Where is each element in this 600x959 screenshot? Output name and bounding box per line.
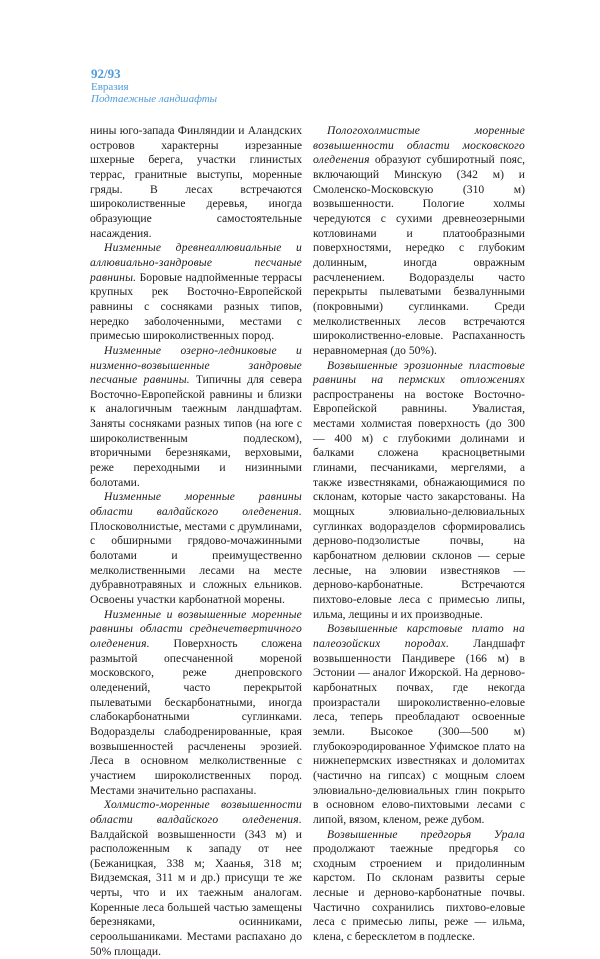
paragraph-lead: Холмисто-моренные возвышенности области валдайского оледенения. bbox=[90, 798, 302, 826]
paragraph bbox=[313, 359, 525, 623]
paragraph bbox=[90, 608, 302, 799]
paragraph bbox=[90, 798, 302, 959]
paragraph-lead: Возвышенные эрозионные пластовые равнины на пермских отложениях bbox=[313, 358, 525, 387]
running-header bbox=[91, 68, 217, 106]
left-text-column bbox=[90, 124, 302, 959]
paragraph-lead: Низменные и возвышенные моренные равнины области среднечетвертичного оледенения. bbox=[90, 607, 302, 650]
paragraph-lead: Низменные озерно-ледниковые и низменно-возвышенные зандровые песчаные равнины. bbox=[90, 343, 302, 387]
paragraph-lead: Возвышенные карстовые плато на палеозойских породах. bbox=[313, 622, 525, 650]
paragraph-text: Типичны для севера Восточно-Европейской равнины и близки к аналогичным таежным ландшафтам. Заняты сосняками разных типов (на юге с широколиственным подлеском), вторичными березняками, верховыми, реже переходными и низинными болотами. bbox=[90, 373, 302, 489]
paragraph bbox=[90, 490, 302, 607]
section-title: Евразия bbox=[91, 80, 129, 93]
paragraph-text: продолжают таежные предгорья со сходным строением и придолинным карстом. По склонам развиты серые лесные и дерново-карбонатные почвы. Частично сохранились пихтово-еловые леса с примесью липы, реже — ильма, клена, с бересклетом в подлеске. bbox=[313, 842, 525, 944]
paragraph-text: Ландшафт возвышенности Пандивере (166 м) в Эстонии — аналог Ижорской. На дерново-карбонатных почвах, где некогда произрастали широколиственно-еловые леса, теперь преобладают освоенные земли. Высокое (300—500 м) глубокоэродированное Уфимское плато на нижнепермских известняках и доломитах (частично на гипсах) с мощным слоем элювиально-делювиальных глин покрыто в основном елово-пихтовыми лесами с липой, вязом, кленом, реже дубом. bbox=[313, 636, 525, 826]
paragraph-text: Боровые надпойменные террасы крупных рек Восточно-Европейской равнины с сосняками разных типов, нередко заболоченными, местами с примесью широколиственных пород. bbox=[90, 270, 302, 343]
paragraph-lead: Возвышенные предгорья Урала bbox=[327, 827, 525, 841]
paragraph bbox=[313, 124, 525, 359]
paragraph-lead: Пологохолмистые моренные возвышенности области московского оледенения bbox=[313, 124, 525, 167]
subsection-title: Подтаежные ландшафты bbox=[91, 93, 218, 105]
paragraph bbox=[313, 622, 525, 827]
right-text-column bbox=[313, 124, 525, 945]
paragraph-text: Плосковолнистые, местами с друмлинами, с обширными грядово-мочажинными болотами и преимущественно мелколиственными лесами на месте дубравнотравяных и сложных ельников. Освоены участки карбонатной морены. bbox=[90, 519, 302, 606]
paragraph-text: образуют субширотный пояс, включающий Минскую (342 м) и Смоленско-Московскую (310 м) возвышенности. Пологие холмы чередуются с сухими древнеозерными котловинами и платообразными поверхностями, нередко с глубоким долинным, иногда овражным расчленением. Водоразделы часто перекрыты пылеватыми безвалунными (покровными) суглинками. Среди мелколиственных лесов встречаются широколиственно-еловые. Распаханность неравномерная (до 50%). bbox=[313, 153, 525, 357]
page-numbers: 92/93 bbox=[91, 66, 121, 81]
paragraph-text: Валдайской возвышенности (343 м) и расположенным к западу от нее (Бежаницкая, 338 м; Хаанья, 318 м; Видземская, 311 м и др.) присущи те же черты, что и их таежным аналогам. Коренные леса большей частью замещены березняками, осинниками, сероольшаниками. Местами распахано до 50% площади. bbox=[90, 827, 302, 958]
paragraph-text: Поверхность сложена размытой опесчаненной мореной московского, реже днепровского оледенений, часто перекрытой пылеватыми бескарбонатными, иногда слабокарбонатными суглинками. Водоразделы слабодренированные, края возвышенностей расчленены эрозией. Леса в основном мелколиственные с участием широколиственных пород. Местами значительно распаханы. bbox=[90, 636, 302, 797]
paragraph-lead: Низменные моренные равнины области валдайского оледенения. bbox=[90, 490, 302, 519]
paragraph bbox=[313, 828, 525, 945]
paragraph bbox=[90, 124, 302, 241]
paragraph-text: распространены на востоке Восточно-Европейской равнины. Увалистая, местами холмистая поверхность (до 300 — 400 м) с глубокими долинами и балками сложена красноцветными глинами, песчаниками, мергелями, а также известняками, обнажающимися по склонам, которые часто закарстованы. На мощных элювиально-делювиальных суглинках водоразделов сформировались дерново-подзолистые почвы, на карбонатном делювии склонов — серые лесные, на элювии известняков — дерново-карбонатные. Встречаются пихтово-еловые леса с примесью липы, ильма, лещины и их производные. bbox=[313, 387, 525, 621]
paragraph-text: нины юго-запада Финляндии и Аландских островов характерны изрезанные шхерные берега, участки глинистых террас, гранитные выступы, моренные гряды. В лесах встречаются широколиственные деревья, иногда образующие самостоятельные насаждения. bbox=[90, 124, 302, 240]
paragraph-lead: Низменные древнеаллювиальные и аллювиально-зандровые песчаные равнины. bbox=[90, 241, 302, 284]
paragraph bbox=[90, 241, 302, 344]
paragraph bbox=[90, 344, 302, 491]
